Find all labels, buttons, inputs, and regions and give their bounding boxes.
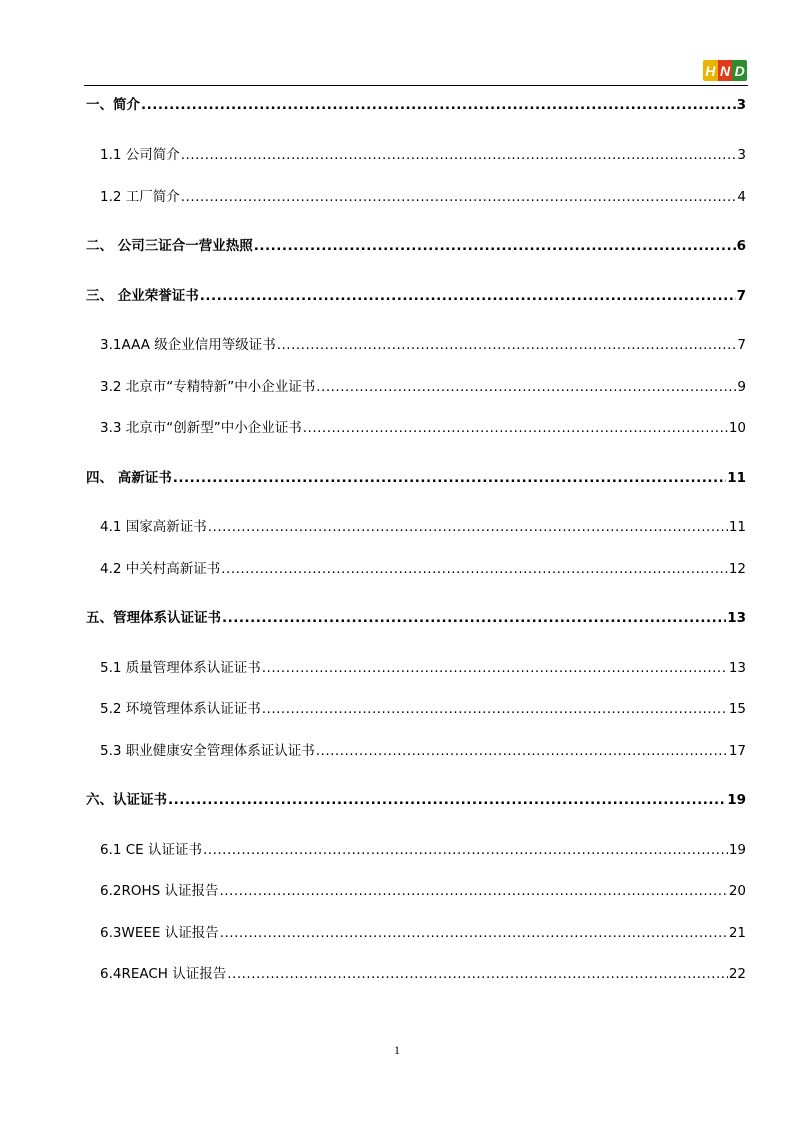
toc-leader-dots [221, 560, 728, 578]
toc-leader-dots [303, 419, 728, 437]
toc-leader-dots [227, 965, 728, 983]
toc-entry-label: 3.2 北京市“专精特新”中小企业证书 [100, 379, 316, 395]
toc-entry-page: 19 [727, 792, 746, 808]
toc-entry-label: 5.3 职业健康安全管理体系证认证书 [100, 743, 315, 759]
toc-leader-dots [181, 188, 737, 206]
toc-entry-page: 13 [727, 610, 746, 626]
toc-entry-page: 6 [736, 238, 746, 254]
toc-entry-label: 5.1 质量管理体系认证证书 [100, 660, 261, 676]
toc-entry-page: 20 [728, 883, 746, 899]
toc-leader-dots [181, 146, 737, 164]
toc-leader-dots [220, 924, 728, 942]
toc-entry[interactable] [100, 336, 746, 354]
toc-entry[interactable] [100, 742, 746, 760]
toc-entry[interactable] [100, 188, 746, 206]
toc-entry-page: 11 [727, 470, 746, 486]
toc-leader-dots [203, 841, 728, 859]
toc-entry[interactable] [100, 659, 746, 677]
toc-entry[interactable] [100, 841, 746, 859]
toc-entry-label: 3.3 北京市“创新型”中小企业证书 [100, 420, 302, 436]
toc-leader-dots [200, 287, 736, 305]
page-number: 1 [394, 1043, 400, 1057]
toc-entry-label: 1.2 工厂简介 [100, 189, 180, 205]
toc-entry-page: 13 [728, 660, 746, 676]
toc-entry[interactable] [86, 469, 746, 487]
toc-entry[interactable] [100, 700, 746, 718]
toc-leader-dots [254, 237, 736, 255]
toc-leader-dots [141, 96, 736, 114]
toc-entry-page: 3 [737, 147, 746, 163]
toc-entry-label: 6.2ROHS 认证报告 [100, 883, 219, 899]
toc-entry[interactable] [86, 237, 746, 255]
toc-entry-label: 1.1 公司简介 [100, 147, 180, 163]
logo-letter-h: H [703, 60, 718, 81]
toc-entry-page: 17 [728, 743, 746, 759]
logo-letter-d: D [732, 60, 747, 81]
toc-entry-label: 三、 企业荣誉证书 [86, 288, 199, 304]
toc-entry-page: 7 [737, 337, 746, 353]
toc-entry-label: 四、 高新证书 [86, 470, 172, 486]
toc-leader-dots [316, 378, 736, 396]
toc-entry-label: 3.1AAA 级企业信用等级证书 [100, 337, 276, 353]
toc-entry[interactable] [86, 609, 746, 627]
toc-entry-label: 六、认证证书 [86, 792, 167, 808]
toc-entry[interactable] [86, 287, 746, 305]
toc-entry-page: 3 [736, 97, 746, 113]
toc-entry[interactable] [100, 518, 746, 536]
toc-entry-label: 6.3WEEE 认证报告 [100, 925, 219, 941]
toc-entry-label: 一、简介 [86, 97, 140, 113]
toc-entry[interactable] [100, 965, 746, 983]
toc-entry-page: 19 [728, 842, 746, 858]
toc-entry[interactable] [100, 419, 746, 437]
toc-entry-page: 15 [728, 701, 746, 717]
toc-entry-page: 7 [736, 288, 746, 304]
toc-entry-page: 12 [728, 561, 746, 577]
toc-leader-dots [277, 336, 737, 354]
toc-entry-page: 21 [728, 925, 746, 941]
toc-leader-dots [208, 518, 728, 536]
toc-entry-page: 11 [728, 519, 746, 535]
logo-letter-n: N [718, 60, 733, 81]
toc-entry-label: 6.4REACH 认证报告 [100, 966, 227, 982]
toc-entry[interactable] [100, 560, 746, 578]
toc-entry[interactable] [100, 924, 746, 942]
toc-entry-page: 22 [728, 966, 746, 982]
toc-entry-page: 10 [728, 420, 746, 436]
toc-leader-dots [168, 791, 726, 809]
toc-leader-dots [262, 700, 728, 718]
toc-entry-label: 5.2 环境管理体系认证证书 [100, 701, 261, 717]
toc-entry[interactable] [86, 791, 746, 809]
toc-leader-dots [222, 609, 726, 627]
toc-entry-label: 4.1 国家高新证书 [100, 519, 207, 535]
toc-entry[interactable] [86, 96, 746, 114]
toc-entry[interactable] [100, 146, 746, 164]
toc-entry-label: 二、 公司三证合一营业热照 [86, 238, 253, 254]
toc-entry-label: 6.1 CE 认证证书 [100, 842, 203, 858]
toc-leader-dots [316, 742, 728, 760]
toc-leader-dots [173, 469, 727, 487]
toc-entry-label: 4.2 中关村高新证书 [100, 561, 221, 577]
toc-entry[interactable] [100, 882, 746, 900]
toc-leader-dots [220, 882, 728, 900]
toc-entry-page: 4 [737, 189, 746, 205]
toc-entry[interactable] [100, 378, 746, 396]
toc-entry-label: 五、管理体系认证证书 [86, 610, 221, 626]
toc-leader-dots [262, 659, 728, 677]
toc-entry-page: 9 [737, 379, 746, 395]
